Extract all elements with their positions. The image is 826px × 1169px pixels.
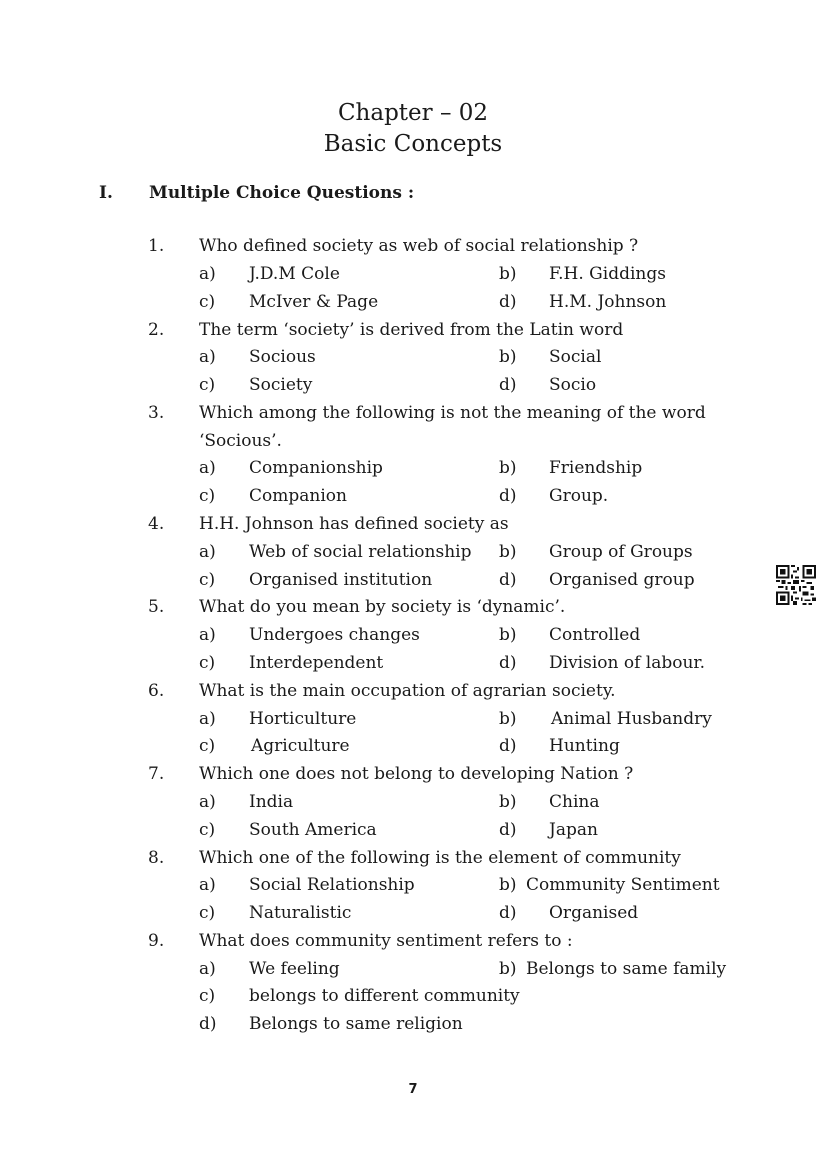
option-label: b) (499, 959, 517, 979)
option-label: b) (499, 875, 517, 895)
option-text: McIver & Page (249, 292, 379, 312)
chapter-title: Chapter – 02 (337, 100, 489, 126)
option-text: Companion (249, 486, 347, 506)
option-text: Naturalistic (249, 903, 352, 923)
option-text: Socious (249, 347, 316, 367)
option-text: Belongs to same religion (249, 1014, 463, 1034)
option-label: a) (199, 875, 216, 895)
option-label: a) (199, 264, 216, 284)
question-number: 1. (148, 236, 165, 256)
option-label: c) (199, 570, 216, 590)
option-text: Belongs to same family (526, 959, 727, 979)
option-text: China (549, 792, 600, 812)
option-label: c) (199, 986, 216, 1006)
option-label: b) (499, 264, 517, 284)
question-text: The term ‘society’ is derived from the Latin word (199, 320, 624, 340)
option-text: Friendship (549, 458, 643, 478)
option-text: Hunting (549, 736, 620, 756)
option-text: Undergoes changes (249, 625, 420, 645)
option-text: Social Relationship (249, 875, 415, 895)
option-label: c) (199, 292, 216, 312)
option-text: Organised (549, 903, 639, 923)
question-text: H.H. Johnson has defined society as (199, 514, 509, 534)
question-number: 5. (148, 597, 165, 617)
option-text: J.D.M Cole (249, 264, 340, 284)
option-label: a) (199, 625, 216, 645)
option-label: d) (499, 570, 517, 590)
option-text: Animal Husbandry (551, 709, 712, 729)
option-label: c) (199, 375, 216, 395)
option-label: b) (499, 709, 517, 729)
question-text: Which one of the following is the element of community (199, 848, 681, 868)
option-text: H.M. Johnson (549, 292, 667, 312)
question-text: What does community sentiment refers to : (199, 931, 573, 951)
question-text: Which one does not belong to developing Nation ? (199, 764, 634, 784)
option-text: Social (549, 347, 602, 367)
option-label: a) (199, 959, 216, 979)
option-text: Horticulture (249, 709, 357, 729)
question-text: Who defined society as web of social relationship ? (199, 236, 639, 256)
option-label: d) (499, 486, 517, 506)
option-label: d) (499, 903, 517, 923)
option-label: d) (499, 653, 517, 673)
option-text: Society (249, 375, 313, 395)
option-label: d) (499, 292, 517, 312)
option-label: b) (499, 792, 517, 812)
page-number: 7 (408, 1082, 418, 1097)
option-label: b) (499, 458, 517, 478)
option-label: a) (199, 792, 216, 812)
option-text: South America (249, 820, 377, 840)
question-number: 3. (148, 403, 165, 423)
option-text: belongs to different community (249, 986, 520, 1006)
option-text: Agriculture (251, 736, 350, 756)
option-label: c) (199, 736, 216, 756)
question-text: Which among the following is not the meaning of the word (199, 403, 706, 423)
option-label: b) (499, 625, 517, 645)
option-text: Socio (549, 375, 597, 395)
question-number: 6. (148, 681, 165, 701)
option-label: b) (499, 347, 517, 367)
option-text: Web of social relationship (249, 542, 472, 562)
option-label: a) (199, 347, 216, 367)
option-text: India (249, 792, 294, 812)
option-label: a) (199, 458, 216, 478)
option-label: d) (499, 375, 517, 395)
option-label: a) (199, 709, 216, 729)
option-text: F.H. Giddings (549, 264, 666, 284)
option-text: Japan (549, 820, 598, 840)
option-text: Community Sentiment (526, 875, 720, 895)
option-text: Companionship (249, 458, 383, 478)
option-label: a) (199, 542, 216, 562)
option-label: b) (499, 542, 517, 562)
option-text: Division of labour. (549, 653, 706, 673)
qr-code-icon[interactable] (776, 565, 816, 605)
option-label: d) (499, 820, 517, 840)
question-text: What do you mean by society is ‘dynamic’. (199, 597, 566, 617)
option-label: c) (199, 903, 216, 923)
option-label: c) (199, 486, 216, 506)
question-number: 7. (148, 764, 165, 784)
question-text: What is the main occupation of agrarian society. (199, 681, 616, 701)
option-label: c) (199, 820, 216, 840)
option-text: Group of Groups (549, 542, 693, 562)
chapter-subtitle: Basic Concepts (323, 131, 503, 157)
question-text-continued: ‘Socious’. (199, 431, 282, 451)
option-text: Organised group (549, 570, 695, 590)
option-text: Group. (549, 486, 609, 506)
option-label: c) (199, 653, 216, 673)
option-text: Organised institution (249, 570, 433, 590)
option-text: We feeling (249, 959, 340, 979)
option-label: d) (499, 736, 517, 756)
section-title: Multiple Choice Questions : (149, 183, 415, 203)
question-number: 9. (148, 931, 165, 951)
question-number: 2. (148, 320, 165, 340)
question-number: 8. (148, 848, 165, 868)
option-label: d) (199, 1014, 217, 1034)
option-text: Controlled (549, 625, 641, 645)
question-number: 4. (148, 514, 165, 534)
section-number: I. (99, 183, 113, 203)
option-text: Interdependent (249, 653, 384, 673)
